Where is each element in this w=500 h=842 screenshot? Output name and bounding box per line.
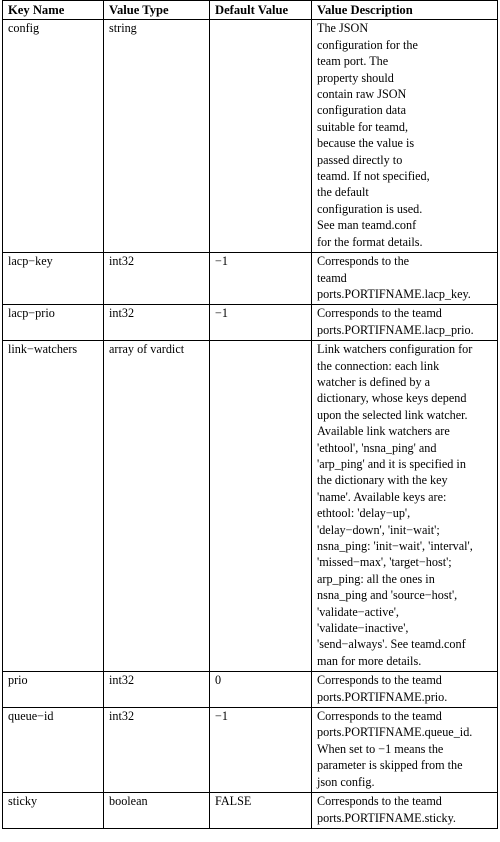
- description-line: ports.PORTIFNAME.queue_id.: [317, 725, 473, 740]
- description-line: team port. The: [317, 54, 389, 69]
- key-name-cell: sticky: [3, 793, 104, 829]
- description-line: the connection: each link: [317, 358, 440, 373]
- table-row: [3, 253, 498, 305]
- description-line: 'missed−max', 'target−host';: [317, 555, 452, 570]
- key-name-cell: config: [3, 20, 104, 253]
- default-value-cell: FALSE: [210, 793, 312, 829]
- value-description-cell: [312, 253, 498, 305]
- description-line: configuration is used.: [317, 201, 423, 216]
- value-description-cell: [312, 305, 498, 341]
- description-line: man for more details.: [317, 653, 422, 668]
- table-row: [3, 20, 498, 253]
- value-description-cell: [312, 20, 498, 253]
- description-line: the dictionary with the key: [317, 473, 448, 488]
- description-line: Link watchers configuration for: [317, 342, 473, 357]
- key-name-cell: queue−id: [3, 708, 104, 793]
- default-value-cell: −1: [210, 253, 312, 305]
- description-line: configuration data: [317, 103, 407, 118]
- description-line: ethtool: 'delay−up',: [317, 506, 411, 521]
- description-line: 'delay−down', 'init−wait';: [317, 522, 440, 537]
- value-type-cell: int32: [104, 305, 210, 341]
- description-line: 'send−always'. See teamd.conf: [317, 637, 466, 652]
- description-line: suitable for teamd,: [317, 119, 409, 134]
- table-row: [3, 672, 498, 708]
- default-value-cell: [210, 341, 312, 672]
- description-line: 'validate−inactive',: [317, 621, 409, 636]
- description-line: The JSON: [317, 21, 369, 36]
- description-line: 'validate−active',: [317, 604, 399, 619]
- table-row: [3, 341, 498, 672]
- description-line: watcher is defined by a: [317, 374, 431, 389]
- default-value-cell: 0: [210, 672, 312, 708]
- key-name-cell: lacp−prio: [3, 305, 104, 341]
- description-line: nsna_ping: 'init−wait', 'interval',: [317, 539, 473, 553]
- properties-table: [2, 0, 498, 829]
- description-line: the default: [317, 185, 369, 200]
- description-line: dictionary, whose keys depend: [317, 391, 467, 406]
- table-row: [3, 708, 498, 793]
- description-line: nsna_ping and 'source−host',: [317, 588, 458, 603]
- description-line: 'ethtool', 'nsna_ping' and: [317, 440, 437, 455]
- value-type-cell: int32: [104, 253, 210, 305]
- description-line: ports.PORTIFNAME.sticky.: [317, 810, 456, 825]
- default-value-cell: −1: [210, 305, 312, 341]
- header-key-name: Key Name: [3, 1, 104, 20]
- description-line: Corresponds to the teamd: [317, 794, 442, 809]
- description-line: Corresponds to the teamd: [317, 306, 442, 321]
- default-value-cell: −1: [210, 708, 312, 793]
- key-name-cell: lacp−key: [3, 253, 104, 305]
- value-type-cell: string: [104, 20, 210, 253]
- description-line: configuration for the: [317, 37, 418, 52]
- default-value-cell: [210, 20, 312, 253]
- table-row: [3, 305, 498, 341]
- header-value-type: Value Type: [104, 1, 210, 20]
- header-value-description: Value Description: [312, 1, 498, 20]
- description-line: When set to −1 means the: [317, 741, 444, 756]
- value-type-cell: int32: [104, 708, 210, 793]
- description-line: See man teamd.conf: [317, 218, 417, 233]
- description-line: ports.PORTIFNAME.prio.: [317, 689, 448, 704]
- description-line: arp_ping: all the ones in: [317, 571, 435, 586]
- description-line: 'name'. Available keys are:: [317, 489, 447, 504]
- description-line: passed directly to: [317, 152, 403, 167]
- table-row: [3, 793, 498, 829]
- description-line: because the value is: [317, 136, 415, 151]
- value-description-cell: [312, 672, 498, 708]
- description-line: contain raw JSON: [317, 87, 407, 102]
- description-line: Available link watchers are: [317, 424, 450, 439]
- description-line: ports.PORTIFNAME.lacp_prio.: [317, 322, 474, 337]
- description-line: json config.: [317, 774, 375, 789]
- description-line: ports.PORTIFNAME.lacp_key.: [317, 286, 471, 301]
- value-type-cell: array of vardict: [104, 341, 210, 672]
- key-name-cell: link−watchers: [3, 341, 104, 672]
- description-line: Corresponds to the teamd: [317, 673, 442, 688]
- table-body: [3, 20, 498, 829]
- description-line: teamd: [317, 270, 347, 285]
- description-line: upon the selected link watcher.: [317, 407, 468, 422]
- value-type-cell: int32: [104, 672, 210, 708]
- description-line: parameter is skipped from the: [317, 758, 463, 773]
- table-header: [3, 1, 498, 20]
- header-default-value: Default Value: [210, 1, 312, 20]
- value-type-cell: boolean: [104, 793, 210, 829]
- value-description-cell: [312, 793, 498, 829]
- value-description-cell: [312, 708, 498, 793]
- description-line: 'arp_ping' and it is specified in: [317, 456, 466, 471]
- description-line: teamd. If not specified,: [317, 169, 430, 184]
- description-line: property should: [317, 70, 394, 85]
- value-description-cell: [312, 341, 498, 672]
- description-line: for the format details.: [317, 234, 423, 249]
- description-line: Corresponds to the teamd: [317, 709, 442, 724]
- key-name-cell: prio: [3, 672, 104, 708]
- header-row: [3, 1, 498, 20]
- description-line: Corresponds to the: [317, 254, 410, 269]
